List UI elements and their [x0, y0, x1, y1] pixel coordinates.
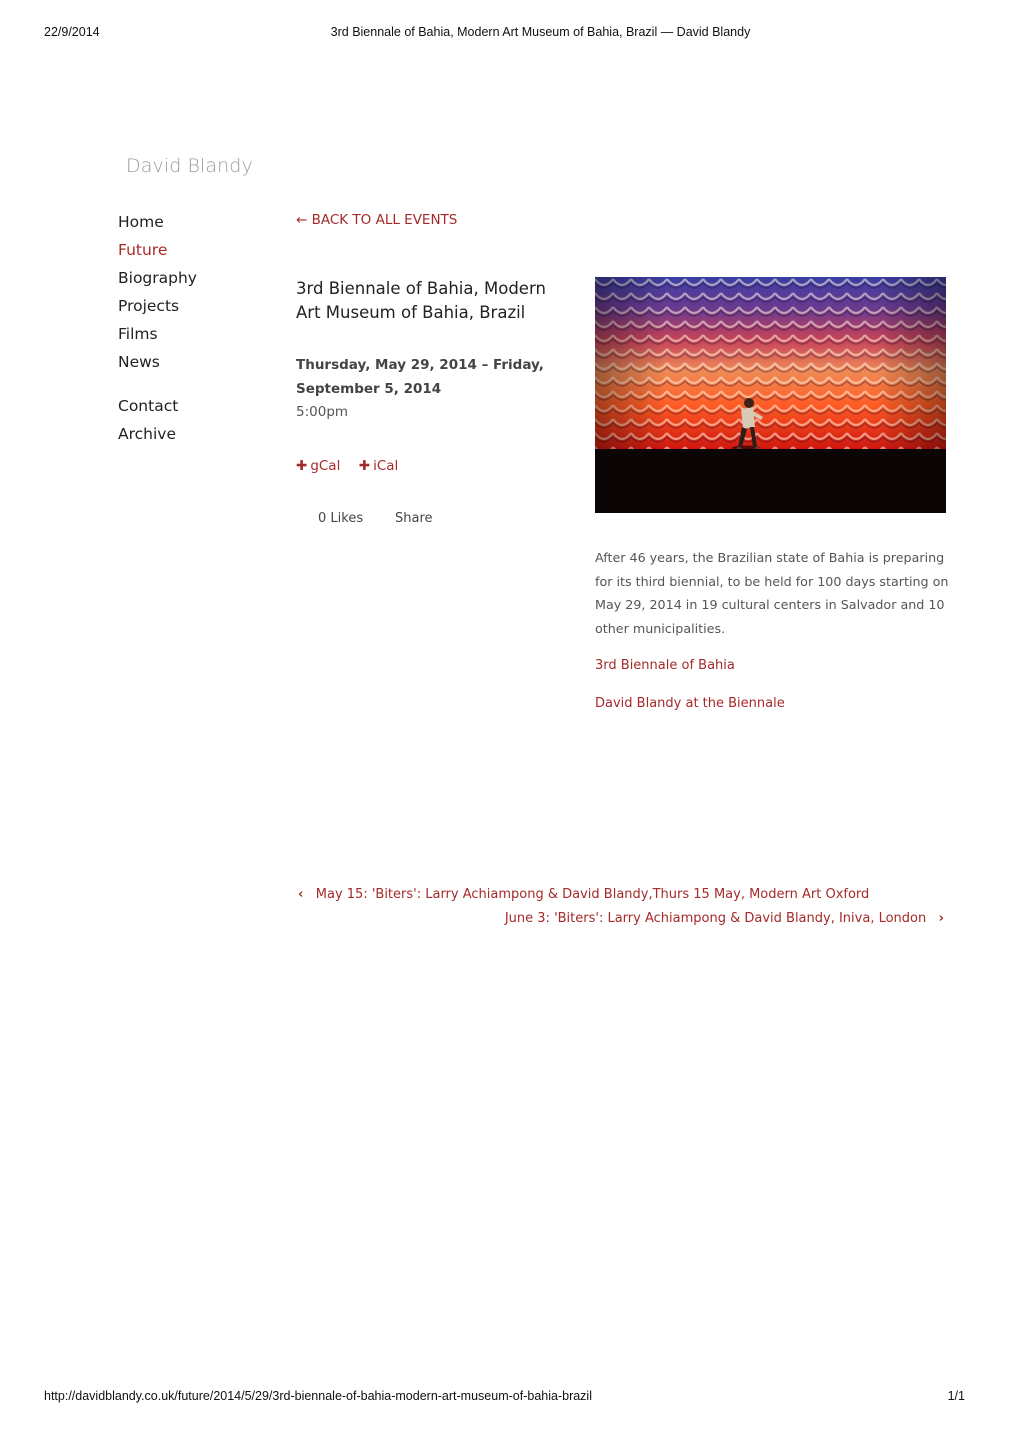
nav-item-biography[interactable]: Biography	[118, 269, 197, 287]
print-page-count: 1/1	[947, 1389, 965, 1403]
main-nav	[118, 208, 268, 448]
share-button[interactable]: Share	[395, 511, 433, 526]
likes-button[interactable]: 0 Likes	[318, 511, 364, 526]
calendar-links	[296, 457, 412, 475]
next-event-pager	[505, 909, 944, 927]
event-description: After 46 years, the Brazilian state of Bahia is preparing for its third biennial, to be held for 100 days starting on May 29, 2014 in 19 cultural centers in Salvador and 10 other municipalities.	[595, 550, 949, 637]
blandy-at-biennale-link[interactable]: David Blandy at the Biennale	[595, 696, 785, 711]
plus-icon: ✚	[358, 458, 371, 474]
chevron-right-icon: ›	[938, 911, 944, 926]
back-to-events-link[interactable]: ← BACK TO ALL EVENTS	[296, 212, 458, 228]
nav-item-contact[interactable]: Contact	[118, 397, 179, 415]
nav-divider	[118, 376, 268, 392]
nav-item-home[interactable]: Home	[118, 213, 164, 231]
prev-event-label: May 15: 'Biters': Larry Achiampong & David Blandy,Thurs 15 May, Modern Art Oxford	[315, 887, 870, 902]
print-doc-title: 3rd Biennale of Bahia, Modern Art Museum of Bahia, Brazil — David Blandy	[330, 25, 751, 39]
plus-icon: ✚	[296, 458, 308, 474]
next-event-link[interactable]	[505, 911, 944, 926]
nav-item-films[interactable]: Films	[118, 325, 158, 343]
nav-item-future[interactable]: Future	[118, 241, 168, 259]
stage-performance-photo	[595, 277, 946, 513]
next-event-label: June 3: 'Biters': Larry Achiampong & David Blandy, Iniva, London	[504, 911, 927, 926]
event-date-range: Thursday, May 29, 2014 – Friday, September 5, 2014	[296, 357, 544, 397]
biennale-link[interactable]: 3rd Biennale of Bahia	[595, 658, 735, 673]
stage-photo-icon	[595, 277, 946, 513]
prev-event-link[interactable]	[298, 887, 869, 902]
ical-label: iCal	[373, 458, 399, 474]
chevron-left-icon: ‹	[298, 887, 304, 902]
event-title: 3rd Biennale of Bahia, Modern Art Museum of Bahia, Brazil	[296, 279, 546, 322]
ical-link[interactable]	[359, 458, 399, 474]
gcal-label: gCal	[310, 458, 341, 474]
print-url: http://davidblandy.co.uk/future/2014/5/29/3rd-biennale-of-bahia-modern-art-museum-of-bahia-brazil	[44, 1389, 592, 1403]
event-time: 5:00pm	[296, 404, 349, 420]
print-date: 22/9/2014	[44, 25, 100, 39]
site-title-link[interactable]: David Blandy	[126, 155, 253, 177]
nav-item-archive[interactable]: Archive	[118, 425, 176, 443]
prev-event-pager	[298, 885, 869, 903]
nav-item-news[interactable]: News	[118, 353, 160, 371]
gcal-link[interactable]	[296, 458, 340, 474]
nav-item-projects[interactable]: Projects	[118, 297, 180, 315]
